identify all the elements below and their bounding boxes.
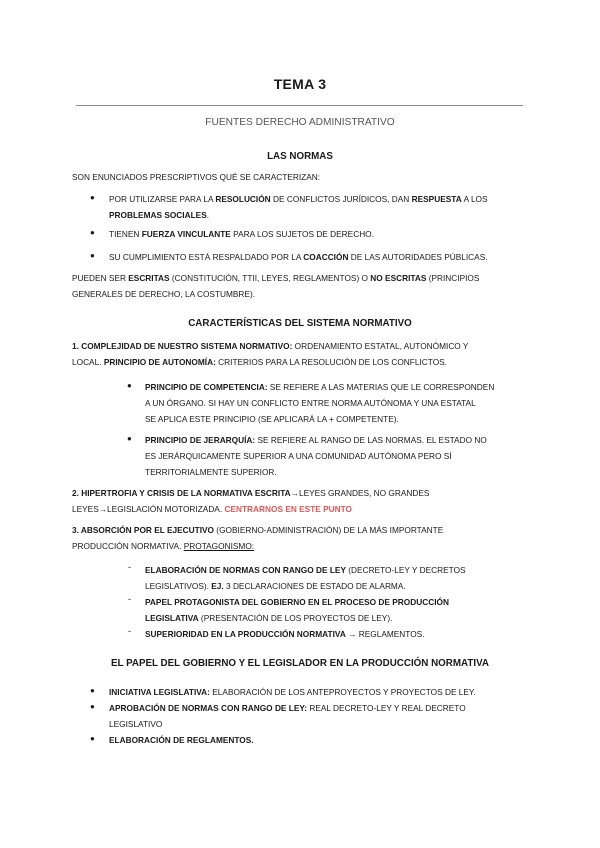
protagonismo-2-line-1: PAPEL PROTAGONISTA DEL GOBIERNO EN EL PROCESO DE PRODUCCIÓN: [145, 597, 449, 607]
papel-bullet-2-line-1: APROBACIÓN DE NORMAS CON RANGO DE LEY: REAL DECRETO-LEY Y REAL DECRETO: [109, 703, 466, 713]
caracteristica-2-line-2: LEYES→LEGISLACIÓN MOTORIZADA. CENTRARNOS EN ESTE PUNTO: [72, 504, 353, 514]
papel-bullet-1: INICIATIVA LEGISLATIVA: ELABORACIÓN DE LOS ANTEPROYECTOS Y PROYECTOS DE LEY.: [109, 687, 476, 697]
competencia-line-1: PRINCIPIO DE COMPETENCIA: SE REFIERE A LAS MATERIAS QUE LE CORRESPONDEN: [145, 382, 495, 392]
normas-bullet-2: TIENEN FUERZA VINCULANTE PARA LOS SUJETOS DE DERECHO.: [109, 229, 374, 239]
section-heading-caracteristicas: CARACTERÍSTICAS DEL SISTEMA NORMATIVO: [188, 318, 412, 329]
papel-bullet-3: ELABORACIÓN DE REGLAMENTOS.: [109, 735, 254, 745]
page-title: TEMA 3: [273, 76, 327, 92]
normas-bullet-1-line-1: POR UTILIZARSE PARA LA RESOLUCIÓN DE CONFLICTOS JURÍDICOS, DAN RESPUESTA A LOS: [109, 194, 488, 204]
dash-marker: -: [128, 594, 131, 604]
bullet-icon: ●: [90, 193, 95, 202]
normas-para-line-2: GENERALES DE DERECHO, LA COSTUMBRE).: [72, 289, 256, 299]
bullet-icon: ●: [90, 686, 95, 695]
bullet-icon: ●: [90, 702, 95, 711]
competencia-line-2: A UN ÓRGANO. SI HAY UN CONFLICTO ENTRE NORMA AUTÓNOMA Y UNA ESTATAL: [145, 398, 476, 408]
bullet-icon: ●: [90, 734, 95, 743]
protagonismo-1-line-1: ELABORACIÓN DE NORMAS CON RANGO DE LEY (DECRETO-LEY Y DECRETOS: [145, 565, 466, 575]
caracteristica-3-line-2: PRODUCCIÓN NORMATIVA. PROTAGONISMO:: [72, 541, 255, 551]
jerarquia-line-3: TERRITORIALMENTE SUPERIOR.: [145, 467, 277, 477]
bullet-icon: ●: [127, 381, 132, 390]
caracteristica-1-line-2: LOCAL. PRINCIPIO DE AUTONOMÍA: CRITERIOS PARA LA RESOLUCIÓN DE LOS CONFLICTOS.: [72, 357, 447, 367]
dash-marker: -: [128, 626, 131, 636]
dash-marker: -: [128, 562, 131, 572]
section-heading-papel: EL PAPEL DEL GOBIERNO Y EL LEGISLADOR EN LA PRODUCCIÓN NORMATIVA: [111, 658, 489, 669]
papel-bullet-2-line-2: LEGISLATIVO: [109, 719, 163, 729]
protagonismo-3: SUPERIORIDAD EN LA PRODUCCIÓN NORMATIVA → REGLAMENTOS.: [145, 629, 425, 639]
title-divider: [76, 105, 523, 106]
protagonismo-2-line-2: LEGISLATIVA (PRESENTACIÓN DE LOS PROYECTOS DE LEY).: [145, 613, 393, 623]
caracteristica-1-line-1: 1. COMPLEJIDAD DE NUESTRO SISTEMA NORMATIVO: ORDENAMIENTO ESTATAL, AUTONÓMICO Y: [72, 341, 469, 351]
section-heading-normas: LAS NORMAS: [267, 151, 333, 162]
competencia-line-3: SE APLICA ESTE PRINCIPIO (SE APLICARÁ LA + COMPETENTE).: [145, 414, 399, 424]
bullet-icon: ●: [90, 228, 95, 237]
bullet-icon: ●: [90, 251, 95, 260]
normas-bullet-1-line-2: PROBLEMAS SOCIALES.: [109, 210, 210, 220]
bullet-icon: ●: [127, 434, 132, 443]
jerarquia-line-2: ES JERÁRQUICAMENTE SUPERIOR A UNA COMUNIDAD AUTÓNOMA PERO SÍ: [145, 451, 452, 461]
caracteristica-2-line-1: 2. HIPERTROFIA Y CRISIS DE LA NORMATIVA ESCRITA→LEYES GRANDES, NO GRANDES: [72, 488, 430, 498]
caracteristica-3-line-1: 3. ABSORCIÓN POR EL EJECUTIVO (GOBIERNO-ADMINISTRACIÓN) DE LA MÁS IMPORTANTE: [72, 525, 444, 535]
protagonismo-1-line-2: LEGISLATIVOS). EJ. 3 DECLARACIONES DE ESTADO DE ALARMA.: [145, 581, 406, 591]
normas-intro: SON ENUNCIADOS PRESCRIPTIVOS QUÉ SE CARACTERIZAN:: [72, 172, 321, 182]
normas-bullet-3: SU CUMPLIMIENTO ESTÁ RESPALDADO POR LA COACCIÓN DE LAS AUTORIDADES PÚBLICAS.: [109, 252, 488, 262]
normas-para-line-1: PUEDEN SER ESCRITAS (CONSTITUCIÓN, TTII, LEYES, REGLAMENTOS) O NO ESCRITAS (PRINCIPIOS: [72, 273, 480, 283]
subtitle: FUENTES DERECHO ADMINISTRATIVO: [205, 117, 395, 128]
jerarquia-line-1: PRINCIPIO DE JERARQUÍA: SE REFIERE AL RANGO DE LAS NORMAS. EL ESTADO NO: [145, 435, 487, 445]
